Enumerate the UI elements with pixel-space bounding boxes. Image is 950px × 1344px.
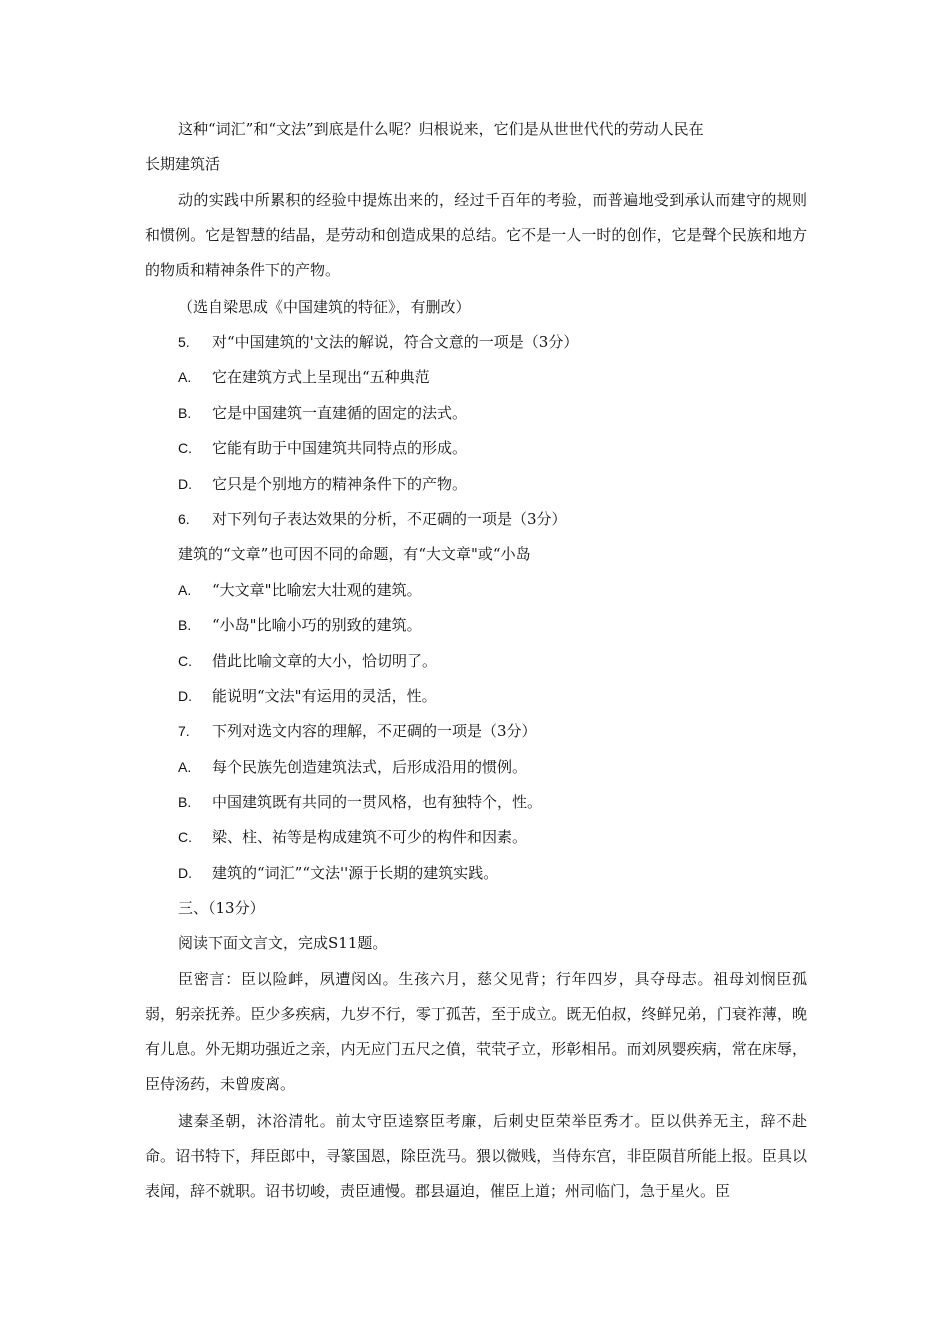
section-3-instruction: 阅读下面文言文，完成S11题。: [178, 934, 388, 952]
option-label: B.: [178, 794, 192, 810]
question-text: 对下列句子表达效果的分析，不疋碉的一项是（3分）: [212, 510, 567, 528]
question-7-stem: [178, 714, 808, 749]
question-text: 对“中国建筑的'文法的解说，符合文意的一项是（3分）: [212, 333, 579, 351]
passage-line-1: 这种“词汇”和“文法”到底是什么呢？归根说来，它们是从世世代代的劳动人民在: [178, 120, 704, 138]
passage-source: （选自梁思成《中国建筑的特征》，有删改）: [178, 298, 471, 316]
q6-option-d: [178, 679, 808, 714]
q7-option-a: [178, 750, 808, 785]
q5-option-c: [178, 431, 808, 466]
q7-option-b: [178, 785, 808, 820]
question-number: 6.: [178, 511, 190, 527]
question-number: 7.: [178, 723, 190, 739]
option-text: 它只是个别地方的精神条件下的产物。: [212, 475, 468, 493]
option-text: 建筑的“词汇”“文法''源于长期的建筑实践。: [212, 864, 499, 882]
option-text: 每个民族先创造建筑法式，后形成沿用的惯例。: [212, 758, 528, 776]
question-number: 5.: [178, 334, 190, 350]
question-5-stem: [178, 325, 808, 360]
option-text: 能说明“文法"有运用的灵活，性。: [212, 687, 437, 705]
q5-option-d: [178, 467, 808, 502]
option-text: “大文章"比喻宏大壮观的建筑。: [212, 581, 422, 599]
q5-option-b: [178, 396, 808, 431]
option-text: 借此比喻文章的大小，恰切明了。: [212, 652, 438, 670]
option-text: “小岛"比喻小巧的别致的建筑。: [212, 616, 422, 634]
option-label: C.: [178, 829, 192, 845]
option-label: C.: [178, 653, 192, 669]
classical-paragraph-1: 臣密言：臣以险衅，夙遭闵凶。生孩六月，慈父见背；行年四岁，具夺母志。祖母刘悯臣孤弱，躬亲抚养。臣少多疾病，九岁不行，零丁孤苦，至于成立。既无伯叔，终鲜兄弟，门衰祚薄，晚有儿息。外无期功强近之亲，内无应门五尺之僨，茕茕孑立，形彰相吊。而刘夙婴疾病，常在床辱，臣侍汤药，未曾废离。: [145, 970, 807, 1093]
option-text: 它是中国建筑一直建循的固定的法式。: [212, 404, 468, 422]
q6-option-b: [178, 608, 808, 643]
option-text: 中国建筑既有共同的一贯风格，也有独特个，性。: [212, 793, 543, 811]
question-6-stem: [178, 502, 808, 537]
passage-paragraph-1: [145, 112, 807, 147]
option-label: D.: [178, 688, 192, 704]
q7-option-c: [178, 820, 808, 855]
option-label: D.: [178, 476, 192, 492]
option-label: B.: [178, 617, 192, 633]
q6-option-a: [178, 573, 808, 608]
classical-paragraph-2: 逮秦圣朝，沐浴清牝。前太守臣逵察臣考廉，后刺史臣荣举臣秀才。臣以供养无主，辞不赴命。诏书特下，拜臣郎中，寻篆国恩，除臣洗马。猥以微贱，当侍东宫，非臣陨苜所能上报。臣具以表闻，辞不就职。诏书切峻，责臣逋慢。郡县逼迫，催臣上道；州司临门，急于星火。臣: [145, 1112, 807, 1200]
passage-paragraph-1-cont: [145, 147, 807, 182]
section-3-heading: 三、（13分）: [178, 899, 265, 917]
passage-paragraph-2: 动的实践中所累积的经验中提炼出来的，经过千百年的考验，而普遍地受到承认而建守的规则和惯例。它是智慧的结晶，是劳动和创造成果的总结。它不是一人一时的创作，它是聲个民族和地方的物质和精神条件下的产物。: [145, 191, 807, 279]
option-label: D.: [178, 865, 192, 881]
option-text: 梁、柱、祐等是构成建筑不可少的构件和因素。: [212, 828, 528, 846]
q6-option-c: [178, 644, 808, 679]
option-label: B.: [178, 405, 192, 421]
question-6-quote: [178, 537, 808, 572]
option-label: C.: [178, 440, 192, 456]
q7-option-d: [178, 856, 808, 891]
option-label: A.: [178, 582, 192, 598]
q5-option-a: [178, 360, 808, 395]
option-text: 它能有助于中国建筑共同特点的形成。: [212, 439, 468, 457]
option-text: 它在建筑方式上呈现出“五种典范: [212, 368, 430, 386]
option-label: A.: [178, 759, 192, 775]
option-label: A.: [178, 369, 192, 385]
passage-line-2: 长期建筑活: [145, 155, 221, 173]
quote-text: 建筑的“文章”也可因不同的命题，有“大文章"或“小岛: [178, 545, 531, 563]
question-text: 下列对选文内容的理解，不疋碉的一项是（3分）: [212, 722, 537, 740]
